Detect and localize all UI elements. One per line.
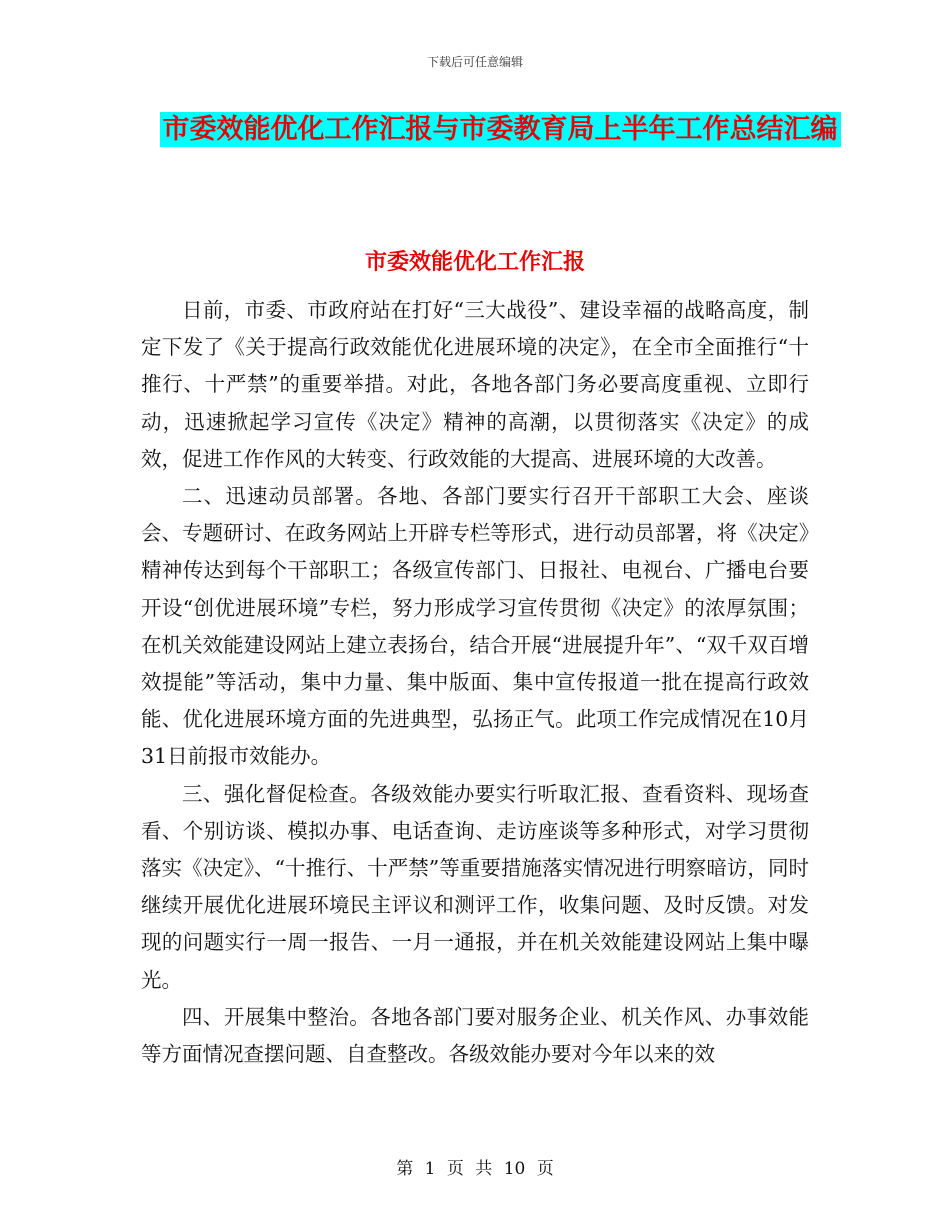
section-title: 市委效能优化工作汇报 <box>364 250 585 275</box>
page-header-note: 下载后可任意编辑 <box>426 55 523 69</box>
paragraph-3: 三、强化督促检查。各级效能办要实行听取汇报、查看资料、现场查看、个别访谈、模拟办事、电话查询、走访座谈等多种形式，对学习贯彻落实《决定》、“十推行、十严禁”等重要措施落实情况进行明察暗访，同时继续开展优化进展环境民主评议和测评工作，收集问题、及时反馈。对发现的问题实行一周一报告、一月一通报，并在机关效能建设网站上集中曝光。 <box>141 781 809 992</box>
document-title <box>140 106 860 154</box>
body-text <box>141 292 809 1073</box>
document-title-text: 市委效能优化工作汇报与市委教育局上半年工作总结汇编 <box>160 112 841 147</box>
paragraph-1: 日前，市委、市政府站在打好“三大战役”、建设幸福的战略高度，制定下发了《关于提高行政效能优化进展环境的决定》，在全市全面推行“十推行、十严禁”的重要举措。对此，各地各部门务必要高度重视、立即行动，迅速掀起学习宣传《决定》精神的高潮，以贯彻落实《决定》的成效，促进工作作风的大转变、行政效能的大提高、进展环境的大改善。 <box>141 298 809 471</box>
page-footer: 第 1 页 共 10 页 <box>396 1159 554 1179</box>
paragraph-4: 四、开展集中整治。各地各部门要对服务企业、机关作风、办事效能等方面情况查摆问题、自查整改。各级效能办要对今年以来的效 <box>141 1004 809 1067</box>
paragraph-2: 二、迅速动员部署。各地、各部门要实行召开干部职工大会、座谈会、专题研讨、在政务网站上开辟专栏等形式，进行动员部署，将《决定》精神传达到每个干部职工；各级宣传部门、日报社、电视台、广播电台要开设“创优进展环境”专栏，努力形成学习宣传贯彻《决定》的浓厚氛围；在机关效能建设网站上建立表扬台，结合开展“进展提升年”、“双千双百增效提能”等活动，集中力量、集中版面、集中宣传报道一批在提高行政效能、优化进展环境方面的先进典型，弘扬正气。此项工作完成情况在10月31日前报市效能办。 <box>141 484 809 769</box>
